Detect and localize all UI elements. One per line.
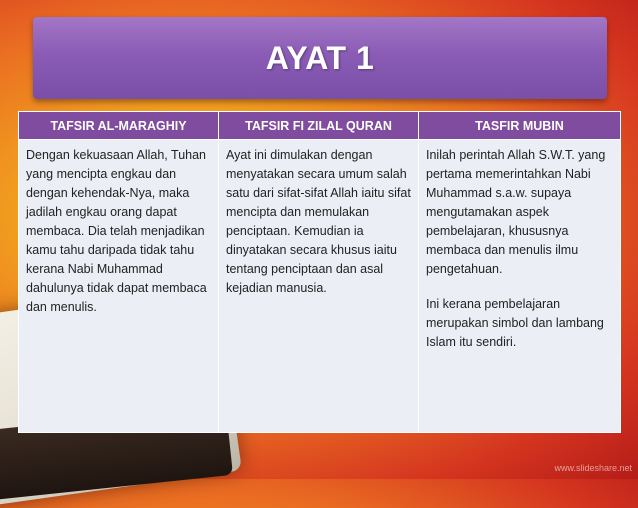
slide-title: AYAT 1: [265, 39, 375, 76]
cell-fi-zilal-quran: Ayat ini dimulakan dengan menyatakan secara umum salah satu dari sifat-sifat Allah iaitu sifat mencipta dan memulakan penciptaan. Kemudian ia dinyatakan secara khusus iaitu tentang penciptaan dan asal kejadian manusia.: [219, 140, 419, 433]
header-tasfir-mubin: TASFIR MUBIN: [419, 112, 621, 140]
cell-tasfir-mubin: [419, 140, 621, 433]
header-tafsir-al-maraghiy: TAFSIR AL-MARAGHIY: [19, 112, 219, 140]
tasfir-mubin-paragraph-1: Inilah perintah Allah S.W.T. yang pertama memerintahkan Nabi Muhammad s.a.w. supaya mengutamakan aspek pembelajaran, khususnya membaca dan menulis ilmu pengetahuan.: [426, 148, 606, 276]
tasfir-mubin-paragraph-2: Ini kerana pembelajaran merupakan simbol dan lambang Islam itu sendiri.: [426, 297, 604, 349]
cell-al-maraghiy: Dengan kekuasaan Allah, Tuhan yang mencipta engkau dan dengan kehendak-Nya, maka jadilah engkau orang dapat membaca. Dia telah menjadikan kamu tahu daripada tidak tahu kerana Nabi Muhammad dahulunya tidak dapat membaca dan menulis.: [19, 140, 219, 433]
table-row: [19, 140, 621, 433]
slide-title-bar: [33, 17, 607, 99]
header-tafsir-fi-zilal-quran: TAFSIR FI ZILAL QURAN: [219, 112, 419, 140]
watermark: www.slideshare.net: [554, 463, 632, 473]
table-header-row: [19, 112, 621, 140]
tafsir-table: [18, 111, 621, 433]
